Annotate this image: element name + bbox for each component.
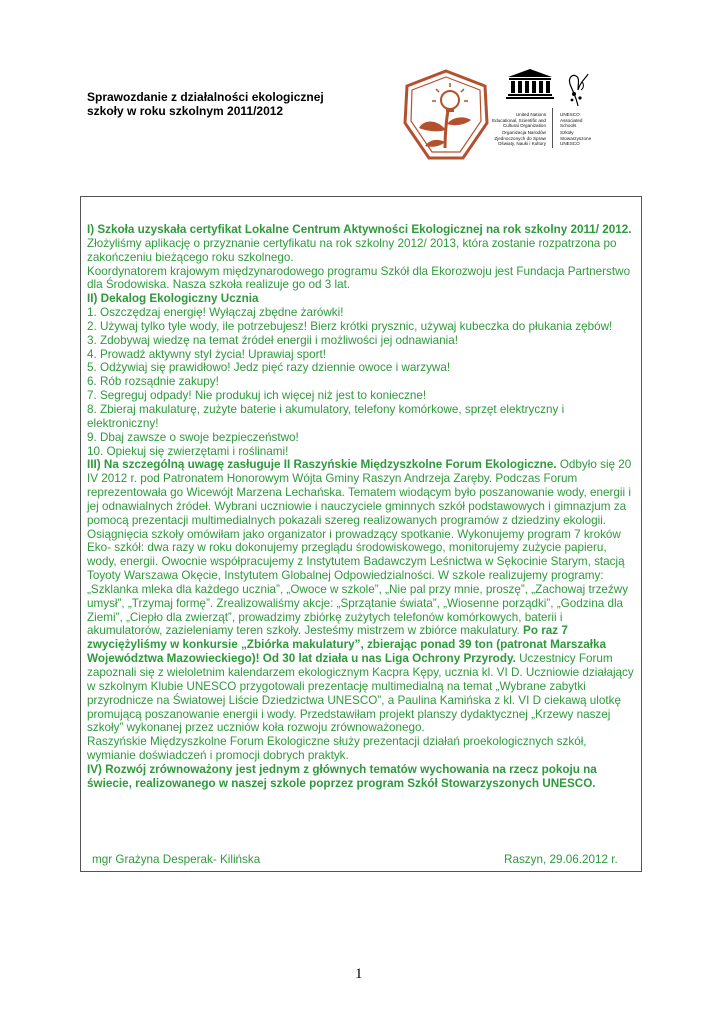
title-line-1: Sprawozdanie z działalności ekologicznej <box>87 90 324 104</box>
section-3-text-4: Raszyńskie Międzyszkolne Forum Ekologiczne służy prezentacji działań proekologicznych szkół, wymianie doświadczeń i promocji dobrych praktyk. <box>87 735 587 763</box>
unesco-szkoly-stowarzyszone <box>560 130 620 147</box>
decalogue-item: 1. Oszczędzaj energię! Wyłączaj zbędne żarówki! <box>87 306 344 320</box>
unesco-right-line: Associated <box>560 117 583 123</box>
report-body <box>87 223 637 791</box>
unesco-en-line: Educational, Scientific and <box>492 117 546 123</box>
section-3-heading: III) Na szczególną uwagę zasługuje II Raszyńskie Międzyszkolne Forum Ekologiczne. <box>87 458 557 472</box>
unesco-right-line: Szkoły <box>560 130 574 135</box>
section-3-text-2: Osiągnięcia szkoły omówiłam jako organizator i prowadzący spotkanie. Wykonujemy program 7 kroków Eko- szkół: dwa razy w roku dokonujemy przeglądu środowiskowego, monitorujemy zużycie papieru, wody, energii. Owocnie współpracujemy z Instytutem Badawczym Leśnictwa w Sękocinie Starym, stacją Toyoty Warszawa Okęcie, Instytutem Globalnej Odpowiedzialności. W szkole realizujemy programy: „Szklanka mleka dla każdego ucznia”, „Owoce w szkole”, „Nie pal przy mnie, proszę”, „Zachowaj trzeźwy umysł”, „Trzymaj formę”. Zrealizowaliśmy akcje: „Sprzątanie świata”, „Wiosenne porządki”, „Godzina dla Ziemi”, „Ciepło dla zwierząt”, prowadzimy zbiórkę zużytych telefonów komórkowych, baterii i akumulatorów, zazieleniamy teren szkoły. Jesteśmy mistrzem w zbiórce makulatury. <box>87 527 629 638</box>
unesco-en-line: Cultural Organization <box>502 123 546 128</box>
unesco-en-line: United Nations <box>515 112 546 117</box>
decalogue-item: 6. Rób rozsądnie zakupy! <box>87 375 219 389</box>
section-1-text-2: Koordynatorem krajowym międzynarodowego programu Szkół dla Ekorozwoju jest Fundacja Partnerstwo dla Środowiska. Nasza szkoła realizuje go od 3 lat. <box>87 264 631 292</box>
section-1-text: Złożyliśmy aplikację o przyznanie certyfikatu na rok szkolny 2012/ 2013, która zostanie rozpatrzona po zakończeniu bieżącego roku szkolnego. <box>87 236 617 264</box>
section-3-bold: Po raz 7 zwyciężyliśmy w konkursie „Zbiórka makulatury”, zbierając ponad 39 ton (patronat Marszałka Województwa Mazowieckiego)! Od 30 lat działa u nas Liga Ochrony Przyrody. <box>87 624 606 666</box>
title-line-2: szkoły w roku szkolnym 2011/2012 <box>87 104 284 118</box>
unesco-right-line: Stowarzyszone <box>560 135 592 141</box>
section-2-heading: II) Dekalog Ekologiczny Ucznia <box>87 292 259 306</box>
unesco-english-name <box>482 112 546 129</box>
page-number: 1 <box>355 966 363 982</box>
decalogue-item: 4. Prowadź aktywny styl życia! Uprawiaj sport! <box>87 347 327 361</box>
section-3-text: Odbyło się 20 IV 2012 r. pod Patronatem Honorowym Wójta Gminy Raszyn Andrzeja Zaręby. Podczas Forum reprezentowała go Wicewójt Marzena Lechańska. Tematem wiodącym było poszanowanie wody, energii i jej odnawialnych źródeł. Wybrani uczniowie i nauczyciele gminnych szkół podstawowych i gimnazjum za pomocą prezentacji multimedialnych pokazali szereg realizowanych programów z dziedziny ekologii. <box>87 458 632 527</box>
decalogue-item: 9. Dbaj zawsze o swoje bezpieczeństwo! <box>87 430 299 444</box>
unesco-logo <box>482 64 632 154</box>
decalogue-item: 3. Zdobywaj wiedzę na temat źródeł energii i możliwości jej odnawiania! <box>87 333 458 347</box>
unesco-right-line: Schools <box>560 123 577 128</box>
decalogue-item: 10. Opiekuj się zwierzętami i roślinami! <box>87 444 289 458</box>
signature-place-date: Raszyn, 29.06.2012 r. <box>504 853 618 866</box>
associated-schools-leaf-icon <box>566 70 590 108</box>
section-3-text-3: Uczestnicy Forum zapoznali się z wieloletnim kalendarzem ekologicznym Kacpra Kępy, ucznia kl. VI D. Uczniowie działający w szkolnym Klubie UNESCO przygotowali prezentację multimedialną na temat „Wybrane zabytki przyrodnicze na Światowej Liście Dziedzictwa UNESCO”, a Paulina Kamińska z kl. VI D ciekawą ulotkę promującą poszanowanie energii i wody. Przedstawiłam projekt planszy dydaktycznej „Krzewy naszej szkoły” wykonanej przez uczniów koła rozwoju zrównoważonego. <box>87 652 634 735</box>
unesco-temple-icon <box>506 68 554 104</box>
unesco-pl-line: Oświaty, Nauki i Kultury <box>497 141 546 146</box>
eco-school-logo-icon <box>401 68 491 163</box>
section-3 <box>87 458 637 527</box>
section-1 <box>87 223 637 265</box>
document-title <box>87 90 347 118</box>
unesco-right-line: UNESCO <box>560 112 580 117</box>
section-1-heading: I) Szkoła uzyskała certyfikat Lokalne Centrum Aktywności Ekologicznej na rok szkolny 2011/ 2012. <box>87 223 632 236</box>
signature-author: mgr Grażyna Desperak- Kilińska <box>92 853 261 866</box>
unesco-pl-line: Zjednoczonych do Spraw <box>494 135 546 141</box>
decalogue-item: 5. Odżywiaj się prawidłowo! Jedz pięć razy dziennie owoce i warzywa! <box>87 361 451 375</box>
section-3-paragraph-2 <box>87 528 637 736</box>
unesco-associated-schools <box>560 112 620 129</box>
decalogue-item: 2. Używaj tylko tyle wody, ile potrzebujesz! Bierz krótki prysznic, używaj kubeczka do płukania zębów! <box>87 319 613 333</box>
unesco-polish-name <box>482 130 546 147</box>
unesco-divider <box>552 108 553 148</box>
decalogue-item: 7. Segreguj odpady! Nie produkuj ich więcej niż jest to konieczne! <box>87 389 427 403</box>
decalogue-item: 8. Zbieraj makulaturę, zużyte baterie i akumulatory, telefony komórkowe, sprzęt elektryczny i elektroniczny! <box>87 402 565 430</box>
section-4-heading: IV) Rozwój zrównoważony jest jednym z głównych tematów wychowania na rzecz pokoju na świecie, realizowanego w naszej szkole poprzez program Szkół Stowarzyszonych UNESCO. <box>87 762 597 790</box>
unesco-pl-line: Organizacja Narodów <box>501 130 546 135</box>
unesco-right-line: UNESCO <box>560 141 580 146</box>
